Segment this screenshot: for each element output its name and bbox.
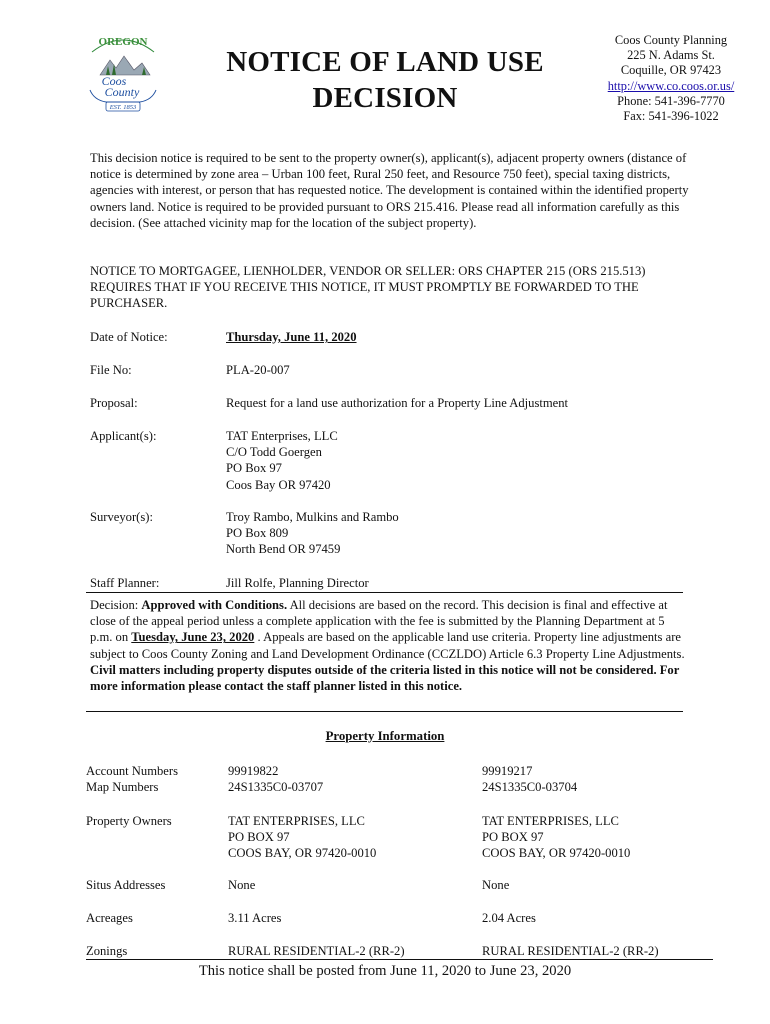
owner-line: TAT ENTERPRISES, LLC xyxy=(482,814,619,828)
planner-label: Staff Planner: xyxy=(90,576,160,590)
zoning-2: RURAL RESIDENTIAL-2 (RR-2) xyxy=(482,944,659,958)
applicant-line: PO Box 97 xyxy=(226,461,282,476)
planner-value: Jill Rolfe, Planning Director xyxy=(226,576,369,590)
applicant-row xyxy=(90,428,690,493)
proposal-row xyxy=(90,395,690,411)
applicant-address xyxy=(226,428,690,493)
page-title xyxy=(200,44,570,116)
account-label: Account Numbers xyxy=(86,764,178,778)
applicant-line: TAT Enterprises, LLC xyxy=(226,429,338,443)
acreage-2: 2.04 Acres xyxy=(482,911,536,925)
owners-label: Property Owners xyxy=(86,814,172,828)
coos-county-logo xyxy=(86,30,160,116)
surveyor-line: Troy Rambo, Mulkins and Rambo xyxy=(226,510,399,524)
logo-est-text: EST. 1853 xyxy=(109,104,137,111)
date-label: Date of Notice: xyxy=(90,330,168,344)
situs-addresses-row xyxy=(86,877,706,893)
map-number-1: 24S1335C0-03707 xyxy=(228,780,324,794)
title-line-1: NOTICE OF LAND USE xyxy=(226,46,544,78)
office-city: Coquille, OR 97423 xyxy=(620,63,722,78)
acreages-row xyxy=(86,910,706,926)
office-street: 225 N. Adams St. xyxy=(627,48,715,63)
owner-line: PO BOX 97 xyxy=(482,830,544,845)
posting-period-footer: This notice shall be posted from June 11, 2020 to June 23, 2020 xyxy=(198,963,572,979)
decision-text-1: All decisions are based on the record. This decision is final and effective at close of the appeal period unless a complete application with the fee is submitted by the Planning Department at 5 p.m. on xyxy=(90,598,668,645)
office-fax: Fax: 541-396-1022 xyxy=(623,109,719,124)
owner-line: PO BOX 97 xyxy=(228,830,290,845)
account-number-1: 99919822 xyxy=(228,764,279,778)
mortgagee-notice: NOTICE TO MORTGAGEE, LIENHOLDER, VENDOR OR SELLER: ORS CHAPTER 215 (ORS 215.513) REQUIRES THAT IF YOU RECEIVE THIS NOTICE, IT MUST PROMPTLY BE FORWARDED TO THE PURCHASER. xyxy=(90,264,646,311)
office-phone: Phone: 541-396-7770 xyxy=(617,93,725,108)
office-name: Coos County Planning xyxy=(614,33,728,47)
zoning-1: RURAL RESIDENTIAL-2 (RR-2) xyxy=(228,944,405,958)
map-numbers-row xyxy=(86,779,706,795)
decision-status: Approved with Conditions. xyxy=(141,598,288,612)
file-label: File No: xyxy=(90,363,132,377)
date-of-notice-row xyxy=(90,329,690,345)
file-number-row xyxy=(90,362,690,378)
applicant-line: Coos Bay OR 97420 xyxy=(226,477,331,492)
county-seal-icon xyxy=(86,30,160,116)
property-info-heading: Property Information xyxy=(325,729,445,743)
decision-text-2: . Appeals are based on the applicable land use criteria. Property line adjustments are subject to Coos County Zoning and Land Development Ordinance (CCZLDO) Article 6.3 Property Line Adjustments. xyxy=(90,630,685,661)
situs-2: None xyxy=(482,878,510,892)
acreage-label: Acreages xyxy=(86,911,133,925)
owner-1 xyxy=(228,813,482,862)
situs-1: None xyxy=(228,878,256,892)
website-link[interactable]: http://www.co.coos.or.us/ xyxy=(607,78,735,93)
proposal-label: Proposal: xyxy=(90,396,138,410)
logo-county-text: County xyxy=(104,85,140,99)
owner-line: COOS BAY, OR 97420-0010 xyxy=(228,846,377,861)
acreage-1: 3.11 Acres xyxy=(228,911,282,925)
owner-2 xyxy=(482,813,706,862)
decision-paragraph xyxy=(90,597,686,694)
proposal-value: Request for a land use authorization for a Property Line Adjustment xyxy=(226,396,569,410)
intro-paragraph: This decision notice is required to be sent to the property owner(s), applicant(s), adjacent property owners (distance of notice is determined by zone area – Urban 100 feet, Rural 250 feet, and Resource 750 feet), special taxing districts, agencies with interest, or person that has requested notice. The development is contained within the identified property owners land. Notice is required to be provided pursuant to ORS 215.416. Please read all information carefully as this decision. (See attached vicinity map for the location of the subject property). xyxy=(90,151,689,230)
surveyor-label: Surveyor(s): xyxy=(90,510,153,524)
file-value: PLA-20-007 xyxy=(226,363,290,377)
contact-block xyxy=(582,33,760,124)
map-label: Map Numbers xyxy=(86,780,159,794)
account-number-2: 99919217 xyxy=(482,764,533,778)
title-line-2: DECISION xyxy=(312,82,458,114)
logo-coos-text: Coos xyxy=(101,74,127,88)
account-numbers-row xyxy=(86,763,706,779)
decision-bold-note: Civil matters including property disputes outside of the criteria listed in this notice will not be considered. For more information please contact the staff planner listed in this notice. xyxy=(90,662,680,694)
staff-planner-row xyxy=(90,575,690,591)
map-number-2: 24S1335C0-03704 xyxy=(482,780,578,794)
footer-rule xyxy=(86,959,713,960)
situs-label: Situs Addresses xyxy=(86,878,166,892)
owner-line: COOS BAY, OR 97420-0010 xyxy=(482,846,631,861)
decision-label: Decision: xyxy=(90,598,142,612)
surveyor-line: PO Box 809 xyxy=(226,526,289,541)
decision-bottom-rule xyxy=(86,711,683,712)
surveyor-row xyxy=(90,509,690,558)
applicant-line: C/O Todd Goergen xyxy=(226,445,322,460)
logo-oregon-text: OREGON xyxy=(98,36,148,48)
applicant-label: Applicant(s): xyxy=(90,429,157,443)
appeal-deadline: Tuesday, June 23, 2020 xyxy=(131,630,255,645)
zonings-row xyxy=(86,943,706,959)
surveyor-line: North Bend OR 97459 xyxy=(226,542,341,557)
property-owners-row xyxy=(86,813,706,862)
decision-top-rule xyxy=(86,592,683,593)
date-value: Thursday, June 11, 2020 xyxy=(226,330,357,344)
zoning-label: Zonings xyxy=(86,944,128,958)
surveyor-address xyxy=(226,509,690,558)
owner-line: TAT ENTERPRISES, LLC xyxy=(228,814,365,828)
